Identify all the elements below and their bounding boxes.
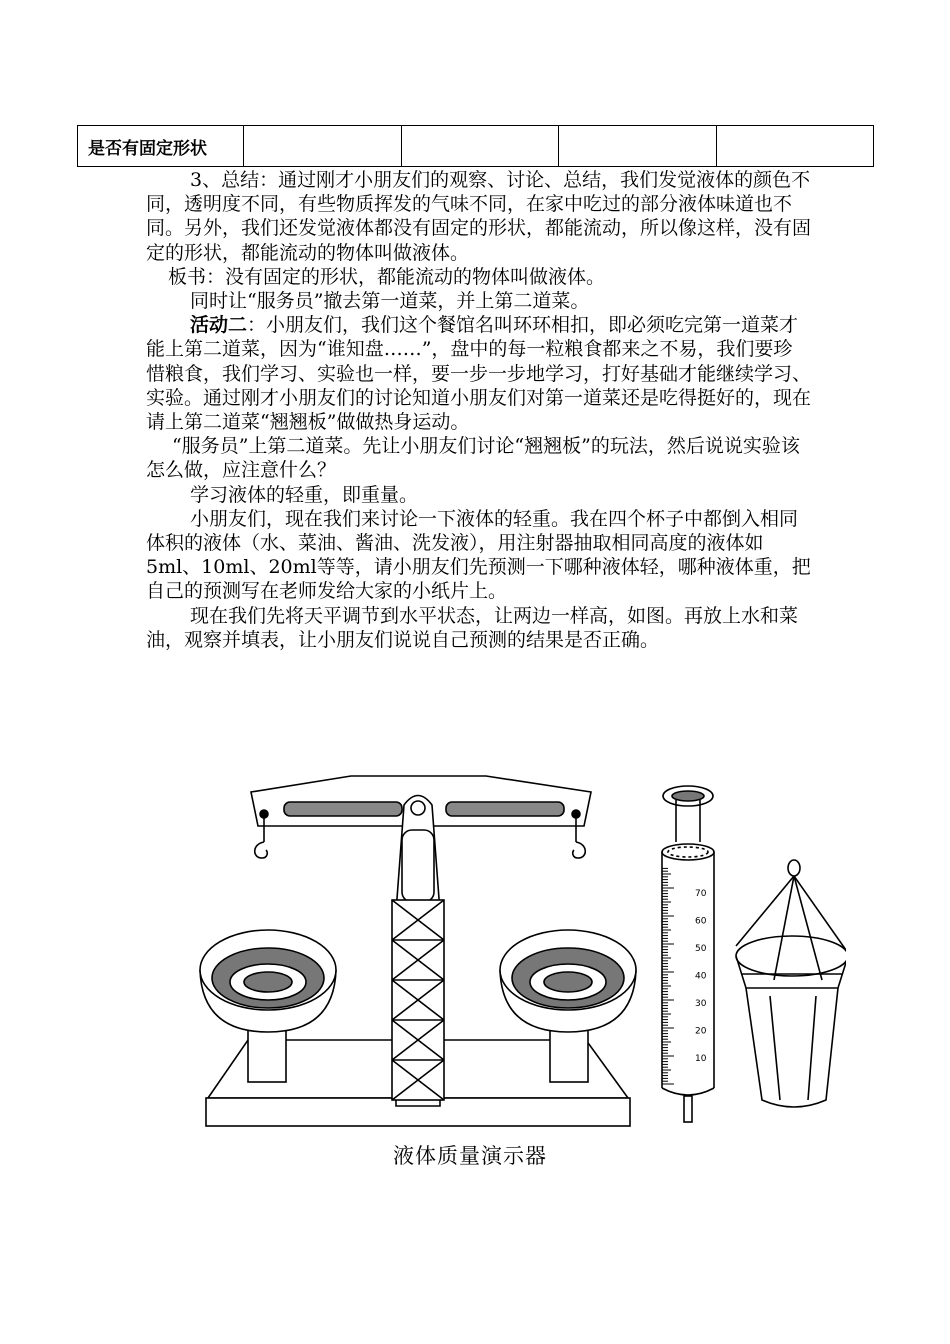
property-table [77, 125, 874, 167]
paragraph-waiter-first: 同时让“服务员”撤去第一道菜，并上第二道菜。 [190, 290, 590, 313]
table-cell [244, 126, 402, 167]
syringe-tick-label: 10 [695, 1054, 707, 1064]
activity-two-text: ：小朋友们，我们这个餐馆名叫环环相扣，即必须吃完第一道菜才能上第二道菜，因为“谁知盘……”，盘中的每一粒粮食都来之不易，我们要珍惜粮食，我们学习、实验也一样，要一步一步地学习，打好基础才能继续学习、实验。通过刚才小朋友们的讨论知道小朋友们对第一道菜还是吃得挺好的，现在请上第二道菜“翘翘板”做做热身运动。 [146, 314, 812, 434]
syringe-tick-label: 70 [695, 889, 707, 899]
table-cell [559, 126, 717, 167]
paragraph-weight-topic: 学习液体的轻重，即重量。 [190, 483, 419, 506]
cup [736, 860, 846, 1107]
paragraph-summary: 3、总结：通过刚才小朋友们的观察、讨论、总结，我们发觉液体的颜色不同，透明度不同，有些物质挥发的气味不同，在家中吃过的部分液体味道也不同。另外，我们还发觉液体都没有固定的形状，都能流动，所以像这样，没有固定的形状，都能流动的物体叫做液体。 [146, 169, 812, 264]
syringe-tick-label: 50 [695, 944, 707, 954]
syringe-tick-labels [695, 889, 707, 1064]
table-cell [401, 126, 559, 167]
table-cell [716, 126, 874, 167]
body-text [146, 168, 811, 652]
row-label-fixed-shape: 是否有固定形状 [78, 126, 244, 167]
paragraph-discussion: 小朋友们，现在我们来讨论一下液体的轻重。我在四个杯子中都倒入相同体积的液体（水、菜油、酱油、洗发液），用注射器抽取相同高度的液体如5ml、10ml、20ml等等，请小朋友们先预测一下哪种液体轻，哪种液体重，把自己的预测写在老师发给大家的小纸片上。 [146, 507, 811, 603]
syringe-tick-label: 40 [695, 971, 707, 982]
figure-caption: 液体质量演示器 [393, 1144, 547, 1168]
left-pan [200, 930, 336, 1032]
syringe-tick-label: 60 [695, 916, 707, 927]
syringe-scale [662, 868, 674, 1084]
paragraph-blackboard: 板书：没有固定的形状，都能流动的物体叫做液体。 [168, 265, 606, 288]
paragraph-balance: 现在我们先将天平调节到水平状态，让两边一样高，如图。再放上水和菜油，观察并填表，让小朋友们说说自己预测的结果是否正确。 [146, 604, 799, 651]
syringe [662, 786, 714, 1122]
syringe-tick-label: 20 [695, 1026, 707, 1037]
syringe-tick-label: 30 [695, 999, 707, 1009]
right-pan [500, 930, 636, 1032]
activity-two-heading: 活动二 [190, 314, 248, 337]
balance-pillar [392, 796, 444, 1107]
liquid-mass-demonstrator-figure [196, 770, 846, 1130]
property-table-grid [77, 125, 874, 167]
table-row [78, 126, 874, 167]
paragraph-activity-two [146, 313, 811, 434]
paragraph-waiter-second: “服务员”上第二道菜。先让小朋友们讨论“翘翘板”的玩法，然后说说实验该怎么做，应注意什么？ [146, 435, 800, 482]
